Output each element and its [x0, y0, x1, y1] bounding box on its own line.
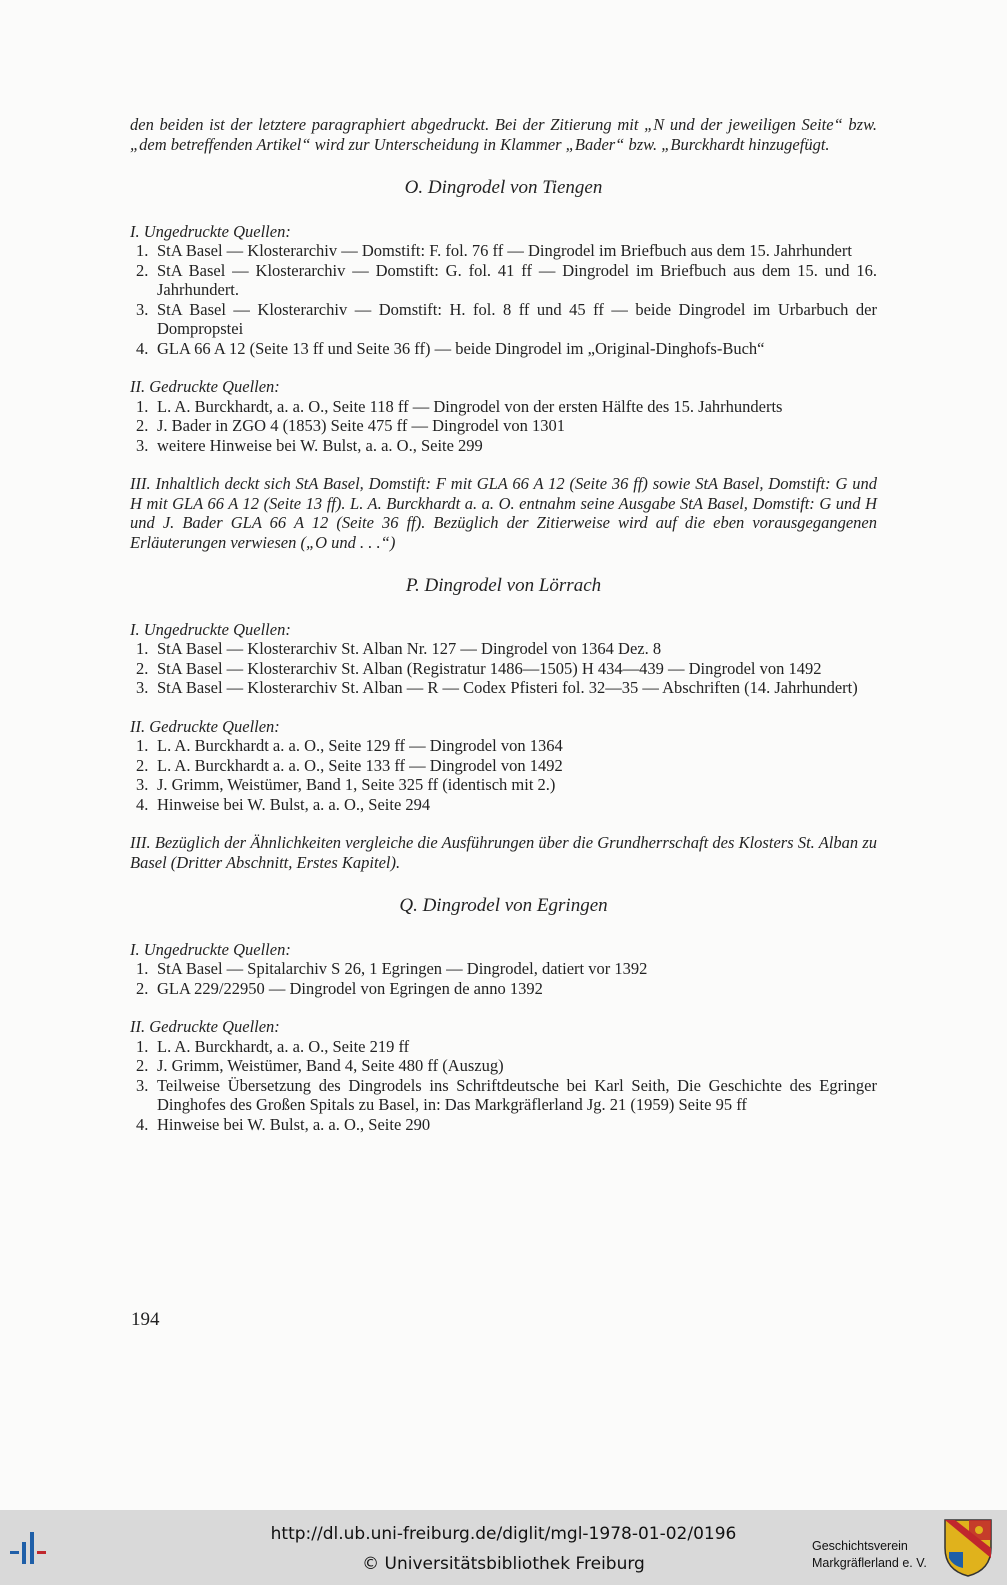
list-item-text: Hinweise bei W. Bulst, a. a. O., Seite 294 — [157, 794, 431, 814]
copyright-text: © Universitätsbibliothek Freiburg — [362, 1554, 645, 1574]
list-item-text: L. A. Burckhardt a. a. O., Seite 129 ff — Dingrodel von 1364 — [157, 736, 563, 755]
source-list-item — [130, 300, 877, 339]
source-list-item — [130, 416, 877, 436]
source-list-item — [130, 959, 877, 979]
list-item-text: weitere Hinweise bei W. Bulst, a. a. O., Seite 299 — [157, 435, 483, 455]
list-item-text: StA Basel — Klosterarchiv St. Alban (Registratur 1486—1505) H 434—439 — Dingrodel von 1492 — [157, 658, 822, 678]
source-list-item — [130, 639, 877, 659]
source-list-item — [130, 397, 877, 417]
source-list-item — [130, 339, 877, 359]
society-line-1: Geschichtsverein — [812, 1539, 908, 1553]
list-item-text: GLA 66 A 12 (Seite 13 ff und Seite 36 ff) — beide Dingrodel im „Original-Dinghofs-Buch“ — [157, 338, 765, 358]
list-item-number: 3. — [136, 1075, 149, 1095]
list-item-number: 2. — [136, 755, 149, 775]
page-number: 194 — [131, 1309, 160, 1330]
source-list — [130, 241, 877, 358]
list-item-text: StA Basel — Klosterarchiv — Domstift: H. fol. 8 ff und 45 ff — beide Dingrodel im Urbarbuch der Dompropstei — [157, 299, 877, 338]
list-item-number: 2. — [136, 416, 149, 435]
list-item-text: J. Grimm, Weistümer, Band 4, Seite 480 ff (Auszug) — [157, 1056, 504, 1075]
sections — [130, 178, 877, 1134]
intro-paragraph: den beiden ist der letztere paragraphiert abgedruckt. Bei der Zitierung mit „N und der jeweiligen Seite“ bzw. „dem betreffenden Artikel“ wird zur Unterscheidung in Klammer „Bader“ bzw. „Burckhardt hinzugefügt. — [130, 115, 877, 154]
list-item-text: L. A. Burckhardt, a. a. O., Seite 219 ff — [157, 1036, 410, 1056]
society-line-2: Markgräflerland e. V. — [812, 1556, 927, 1570]
list-item-number: 1. — [136, 396, 149, 416]
source-list — [130, 639, 877, 698]
list-item-text: StA Basel — Klosterarchiv — Domstift: F. fol. 76 ff — Dingrodel im Briefbuch aus dem 15. Jahrhundert — [157, 241, 852, 260]
footer-bar — [0, 1510, 1007, 1585]
source-list-item — [130, 1115, 877, 1135]
source-list-item — [130, 241, 877, 261]
list-item-number: 2. — [136, 978, 149, 998]
source-url-link[interactable]: http://dl.ub.uni-freiburg.de/diglit/mgl-1978-01-02/0196 — [270, 1524, 737, 1544]
list-item-number: 1. — [136, 241, 149, 260]
section-heading: P. Dingrodel von Lörrach — [405, 575, 602, 596]
source-group-title: I. Ungedruckte Quellen: — [130, 619, 291, 639]
source-list-item — [130, 1056, 877, 1076]
list-item-text: StA Basel — Klosterarchiv St. Alban — R — Codex Pfisteri fol. 32—35 — Abschriften (14. Jahrhundert) — [157, 678, 858, 697]
list-item-number: 3. — [136, 678, 149, 697]
source-group — [130, 717, 877, 815]
source-list — [130, 959, 877, 998]
source-list — [130, 736, 877, 814]
list-item-text: J. Grimm, Weistümer, Band 1, Seite 325 ff (identisch mit 2.) — [157, 775, 556, 794]
section-note: III. Inhaltlich deckt sich StA Basel, Domstift: F mit GLA 66 A 12 (Seite 36 ff) sowie StA Basel, Domstift: G und H mit GLA 66 A 12 (Seite 13 ff). L. A. Burckhardt a. a. O. entnahm seine Ausgabe StA Basel, Domstift: G und H und J. Bader GLA 66 A 12 (Seite 36 ff). Bezüglich der Zitierweise wird auf die eben vorausgegangenen Erläuterungen verwiesen („O und . . .“) — [130, 474, 877, 552]
source-group — [130, 940, 877, 999]
list-item-number: 4. — [136, 338, 149, 358]
list-item-text: L. A. Burckhardt a. a. O., Seite 133 ff — Dingrodel von 1492 — [157, 755, 563, 775]
source-group — [130, 1017, 877, 1134]
source-group — [130, 222, 877, 359]
source-list-item — [130, 979, 877, 999]
source-list-item — [130, 795, 877, 815]
list-item-text: StA Basel — Klosterarchiv St. Alban Nr. 127 — Dingrodel von 1364 Dez. 8 — [157, 639, 662, 658]
list-item-number: 1. — [136, 639, 149, 658]
list-item-number: 2. — [136, 260, 149, 280]
source-list-item — [130, 736, 877, 756]
list-item-number: 3. — [136, 299, 149, 319]
source-list-item — [130, 436, 877, 456]
source-list — [130, 397, 877, 456]
source-group — [130, 377, 877, 455]
list-item-number: 3. — [136, 435, 149, 455]
source-list-item — [130, 1076, 877, 1115]
section-heading: Q. Dingrodel von Egringen — [399, 895, 608, 916]
source-group — [130, 620, 877, 698]
list-item-number: 1. — [136, 959, 149, 978]
list-item-number: 1. — [136, 736, 149, 755]
list-item-text: L. A. Burckhardt, a. a. O., Seite 118 ff — Dingrodel von der ersten Hälfte des 15. Jahrhunderts — [157, 396, 783, 416]
source-list — [130, 1037, 877, 1135]
list-item-text: StA Basel — Klosterarchiv — Domstift: G. fol. 41 ff — Dingrodel im Briefbuch aus dem 15. und 16. Jahrhundert. — [157, 260, 877, 299]
list-item-number: 4. — [136, 1114, 149, 1134]
section-heading: O. Dingrodel von Tiengen — [404, 177, 603, 198]
section-note: III. Bezüglich der Ähnlichkeiten vergleiche die Ausführungen über die Grundherrschaft des Klosters St. Alban zu Basel (Dritter Abschnitt, Erstes Kapitel). — [130, 833, 877, 872]
source-group-title: I. Ungedruckte Quellen: — [130, 221, 291, 241]
list-item-number: 3. — [136, 775, 149, 794]
source-list-item — [130, 775, 877, 795]
coat-of-arms-icon — [943, 1518, 993, 1578]
source-group-title: II. Gedruckte Quellen: — [130, 716, 280, 736]
source-list-item — [130, 678, 877, 698]
source-list-item — [130, 659, 877, 679]
source-list-item — [130, 261, 877, 300]
list-item-text: GLA 229/22950 — Dingrodel von Egringen de anno 1392 — [157, 978, 543, 998]
list-item-text: StA Basel — Spitalarchiv S 26, 1 Egringen — Dingrodel, datiert vor 1392 — [157, 959, 648, 978]
society-name — [812, 1538, 927, 1572]
list-item-number: 4. — [136, 794, 149, 814]
source-list-item — [130, 756, 877, 776]
list-item-text: Hinweise bei W. Bulst, a. a. O., Seite 290 — [157, 1114, 431, 1134]
list-item-number: 2. — [136, 1056, 149, 1075]
source-group-title: II. Gedruckte Quellen: — [130, 1017, 280, 1036]
list-item-number: 1. — [136, 1036, 149, 1056]
source-list-item — [130, 1037, 877, 1057]
page-text — [130, 115, 877, 1153]
list-item-text: J. Bader in ZGO 4 (1853) Seite 475 ff — Dingrodel von 1301 — [157, 416, 566, 435]
list-item-number: 2. — [136, 658, 149, 678]
source-group-title: II. Gedruckte Quellen: — [130, 377, 280, 396]
source-group-title: I. Ungedruckte Quellen: — [130, 939, 291, 959]
list-item-text: Teilweise Übersetzung des Dingrodels ins Schriftdeutsche bei Karl Seith, Die Geschichte des Egringer Dinghofes des Großen Spitals zu Basel, in: Das Markgräflerland Jg. 21 (1959) Seite 95 ff — [157, 1075, 877, 1114]
